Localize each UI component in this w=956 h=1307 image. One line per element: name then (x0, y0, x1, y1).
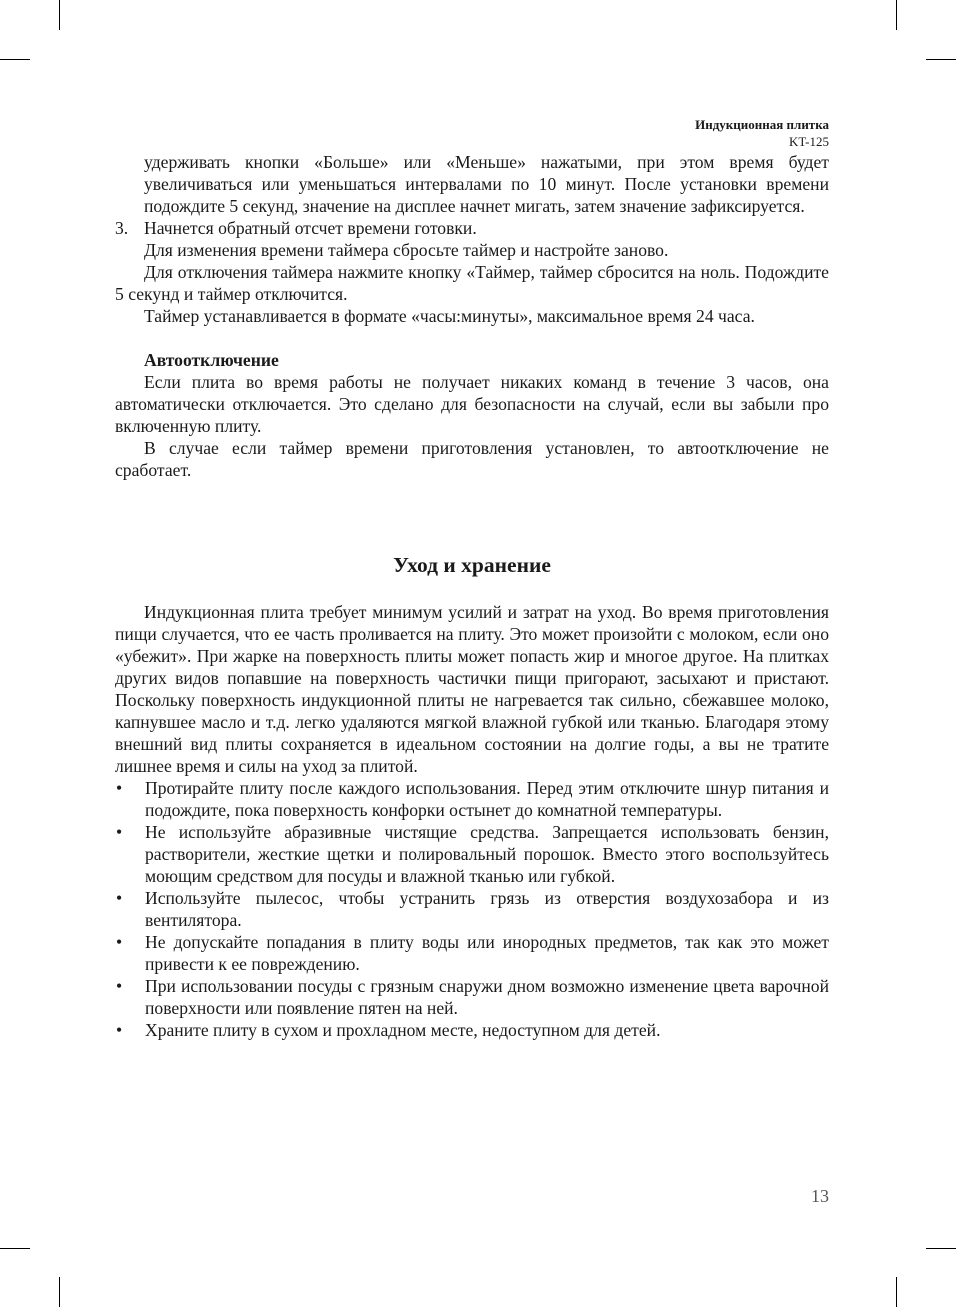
bullet-icon: • (116, 778, 123, 798)
list-item-text: Храните плиту в сухом и прохладном месте, недоступном для детей. (145, 1020, 661, 1040)
crop-mark (926, 59, 956, 60)
header-title: Индукционная плитка (695, 117, 829, 132)
section-title: Уход и хранение (393, 553, 551, 577)
crop-mark (896, 0, 897, 30)
list-item (115, 821, 829, 887)
page-number: 13 (811, 1186, 829, 1206)
subheading-auto-off: Автоотключение (144, 350, 279, 370)
numbered-step (115, 217, 829, 239)
bullet-icon: • (116, 888, 123, 908)
paragraph-timer-format: Таймер устанавливается в формате «часы:минуты», максимальное время 24 часа. (144, 306, 755, 326)
page-body (115, 151, 829, 1041)
paragraph-disable-timer: Для отключения таймера нажмите кнопку «Таймер, таймер сбросится на ноль. Подождите 5 секунд и таймер отключится. (115, 262, 829, 304)
crop-mark (59, 1277, 60, 1307)
list-item-text: Используйте пылесос, чтобы устранить грязь из отверстия воздухозабора и из вентилятора. (145, 888, 829, 930)
paragraph-auto-off-2: В случае если таймер времени приготовления установлен, то автоотключение не сработает. (115, 438, 829, 480)
list-item-text: При использовании посуды с грязным снаружи дном возможно изменение цвета варочной поверхности или появление пятен на ней. (145, 976, 829, 1018)
crop-mark (896, 1277, 897, 1307)
list-item-text: Протирайте плиту после каждого использования. Перед этим отключите шнур питания и подождите, пока поверхность конфорки остынет до комнатной температуры. (145, 778, 829, 820)
list-item (115, 931, 829, 975)
step-text: Начнется обратный отсчет времени готовки. (144, 218, 477, 238)
paragraph-change-timer: Для изменения времени таймера сбросьте таймер и настройте заново. (144, 240, 669, 260)
list-item (115, 887, 829, 931)
step-number: 3. (115, 218, 129, 238)
care-intro: Индукционная плита требует минимум усилий и затрат на уход. Во время приготовления пищи случается, что ее часть проливается на плиту. Это может произойти с молоком, если оно «убежит». При жарке на поверхность плиты может попасть жир и многое другое. На плитках других видов попавшие на поверхность частички пищи пригорают, засыхают и пристают. Поскольку поверхность индукционной плиты не нагревается так сильно, сбежавшее молоко, капнувшее масло и т.д. легко удаляются мягкой влажной губкой или тканью. Благодаря этому внешний вид плиты сохраняется в идеальном состоянии на долгие годы, а вы не тратите лишнее время и силы на уход за плитой. (115, 602, 829, 776)
crop-mark (0, 1248, 30, 1249)
care-list (115, 777, 829, 1041)
list-item (115, 975, 829, 1019)
bullet-icon: • (116, 932, 123, 952)
paragraph-auto-off-1: Если плита во время работы не получает никаких команд в течение 3 часов, она автоматически отключается. Это сделано для безопасности на случай, если вы забыли про включенную плиту. (115, 372, 829, 436)
list-item-text: Не допускайте попадания в плиту воды или инородных предметов, так как это может привести к ее повреждению. (145, 932, 829, 974)
crop-mark (926, 1248, 956, 1249)
crop-mark (0, 59, 30, 60)
crop-mark (59, 0, 60, 30)
list-item (115, 1019, 829, 1041)
bullet-icon: • (116, 976, 123, 996)
header-model: KT-125 (789, 134, 829, 149)
bullet-icon: • (116, 822, 123, 842)
continuation-paragraph: удерживать кнопки «Больше» или «Меньше» нажатыми, при этом время будет увеличиваться или уменьшаться интервалами по 10 минут. После установки времени подождите 5 секунд, значение на дисплее начнет мигать, затем значение зафиксируется. (144, 152, 829, 216)
list-item-text: Не используйте абразивные чистящие средства. Запрещается использовать бензин, растворители, жесткие щетки и полировальный порошок. Вместо этого воспользуйтесь моющим средством для посуды и влажной тканью или губкой. (145, 822, 829, 886)
running-header (695, 116, 829, 150)
bullet-icon: • (116, 1020, 123, 1040)
list-item (115, 777, 829, 821)
